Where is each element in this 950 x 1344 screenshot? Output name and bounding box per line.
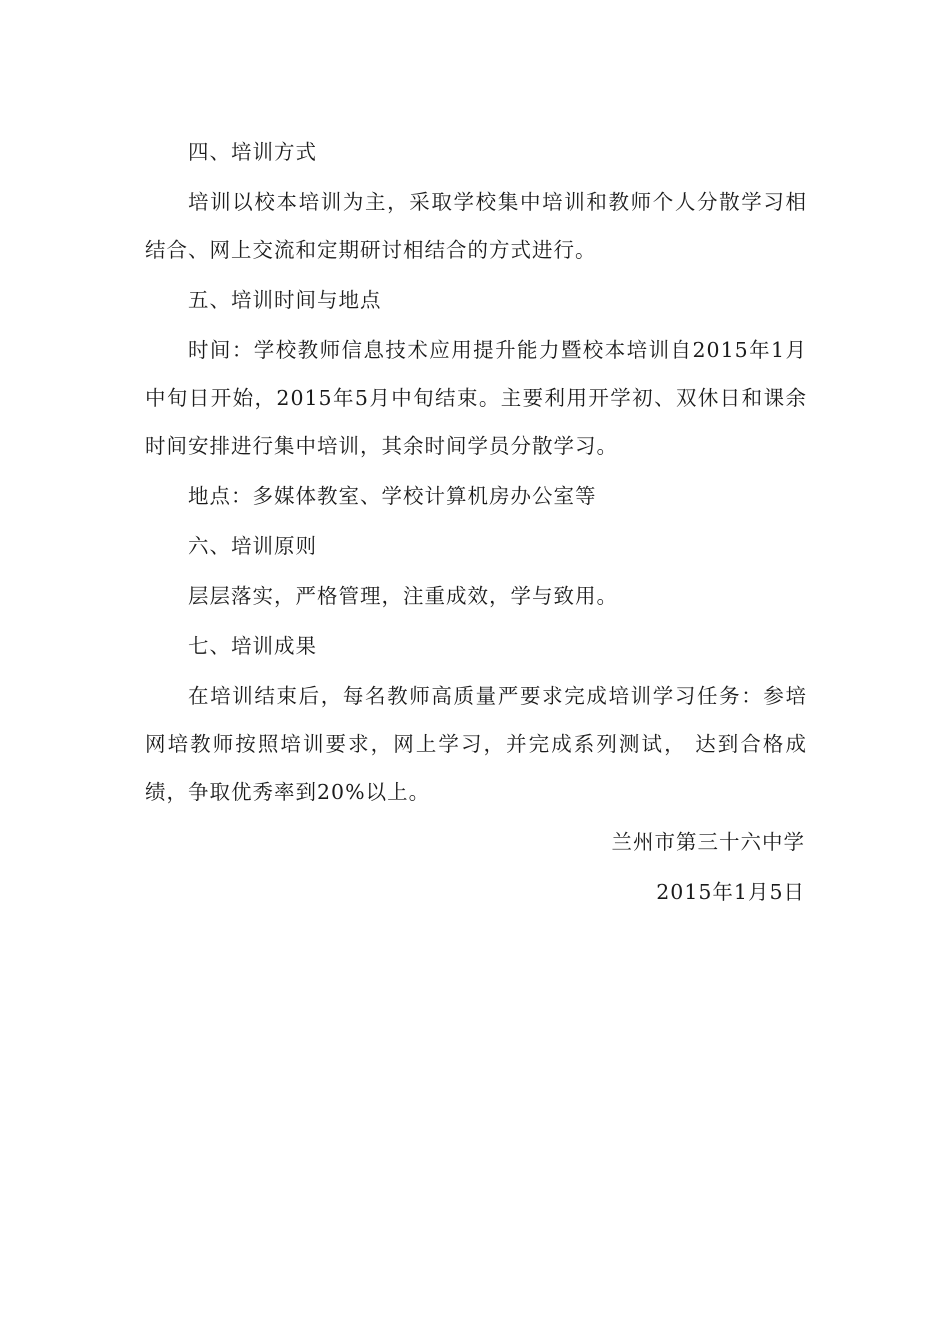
section-heading-training-method: 四、培训方式 (188, 140, 317, 164)
paragraph-training-method: 培训以校本培训为主，采取学校集中培训和教师个人分散学习相结合、网上交流和定期研讨相结合的方式进行。 (145, 190, 807, 262)
section-heading-principles: 六、培训原则 (188, 534, 317, 558)
signature-date: 2015年1月5日 (656, 880, 805, 904)
section-heading-results: 七、培训成果 (188, 634, 317, 658)
paragraph-time: 时间：学校教师信息技术应用提升能力暨校本培训自2015年1月中旬日开始，2015年5月中旬结束。主要利用开学初、双休日和课余时间安排进行集中培训，其余时间学员分散学习。 (145, 338, 807, 458)
section-heading-time-place: 五、培训时间与地点 (188, 288, 382, 312)
paragraph-place: 地点：多媒体教室、学校计算机房办公室等 (188, 484, 597, 508)
document-body (145, 128, 807, 918)
signature-organization: 兰州市第三十六中学 (611, 830, 805, 854)
paragraph-results: 在培训结束后，每名教师高质量严要求完成培训学习任务：参培网培教师按照培训要求，网上学习，并完成系列测试， 达到合格成绩，争取优秀率到20%以上。 (145, 684, 807, 804)
paragraph-principles: 层层落实，严格管理，注重成效，学与致用。 (188, 584, 618, 608)
